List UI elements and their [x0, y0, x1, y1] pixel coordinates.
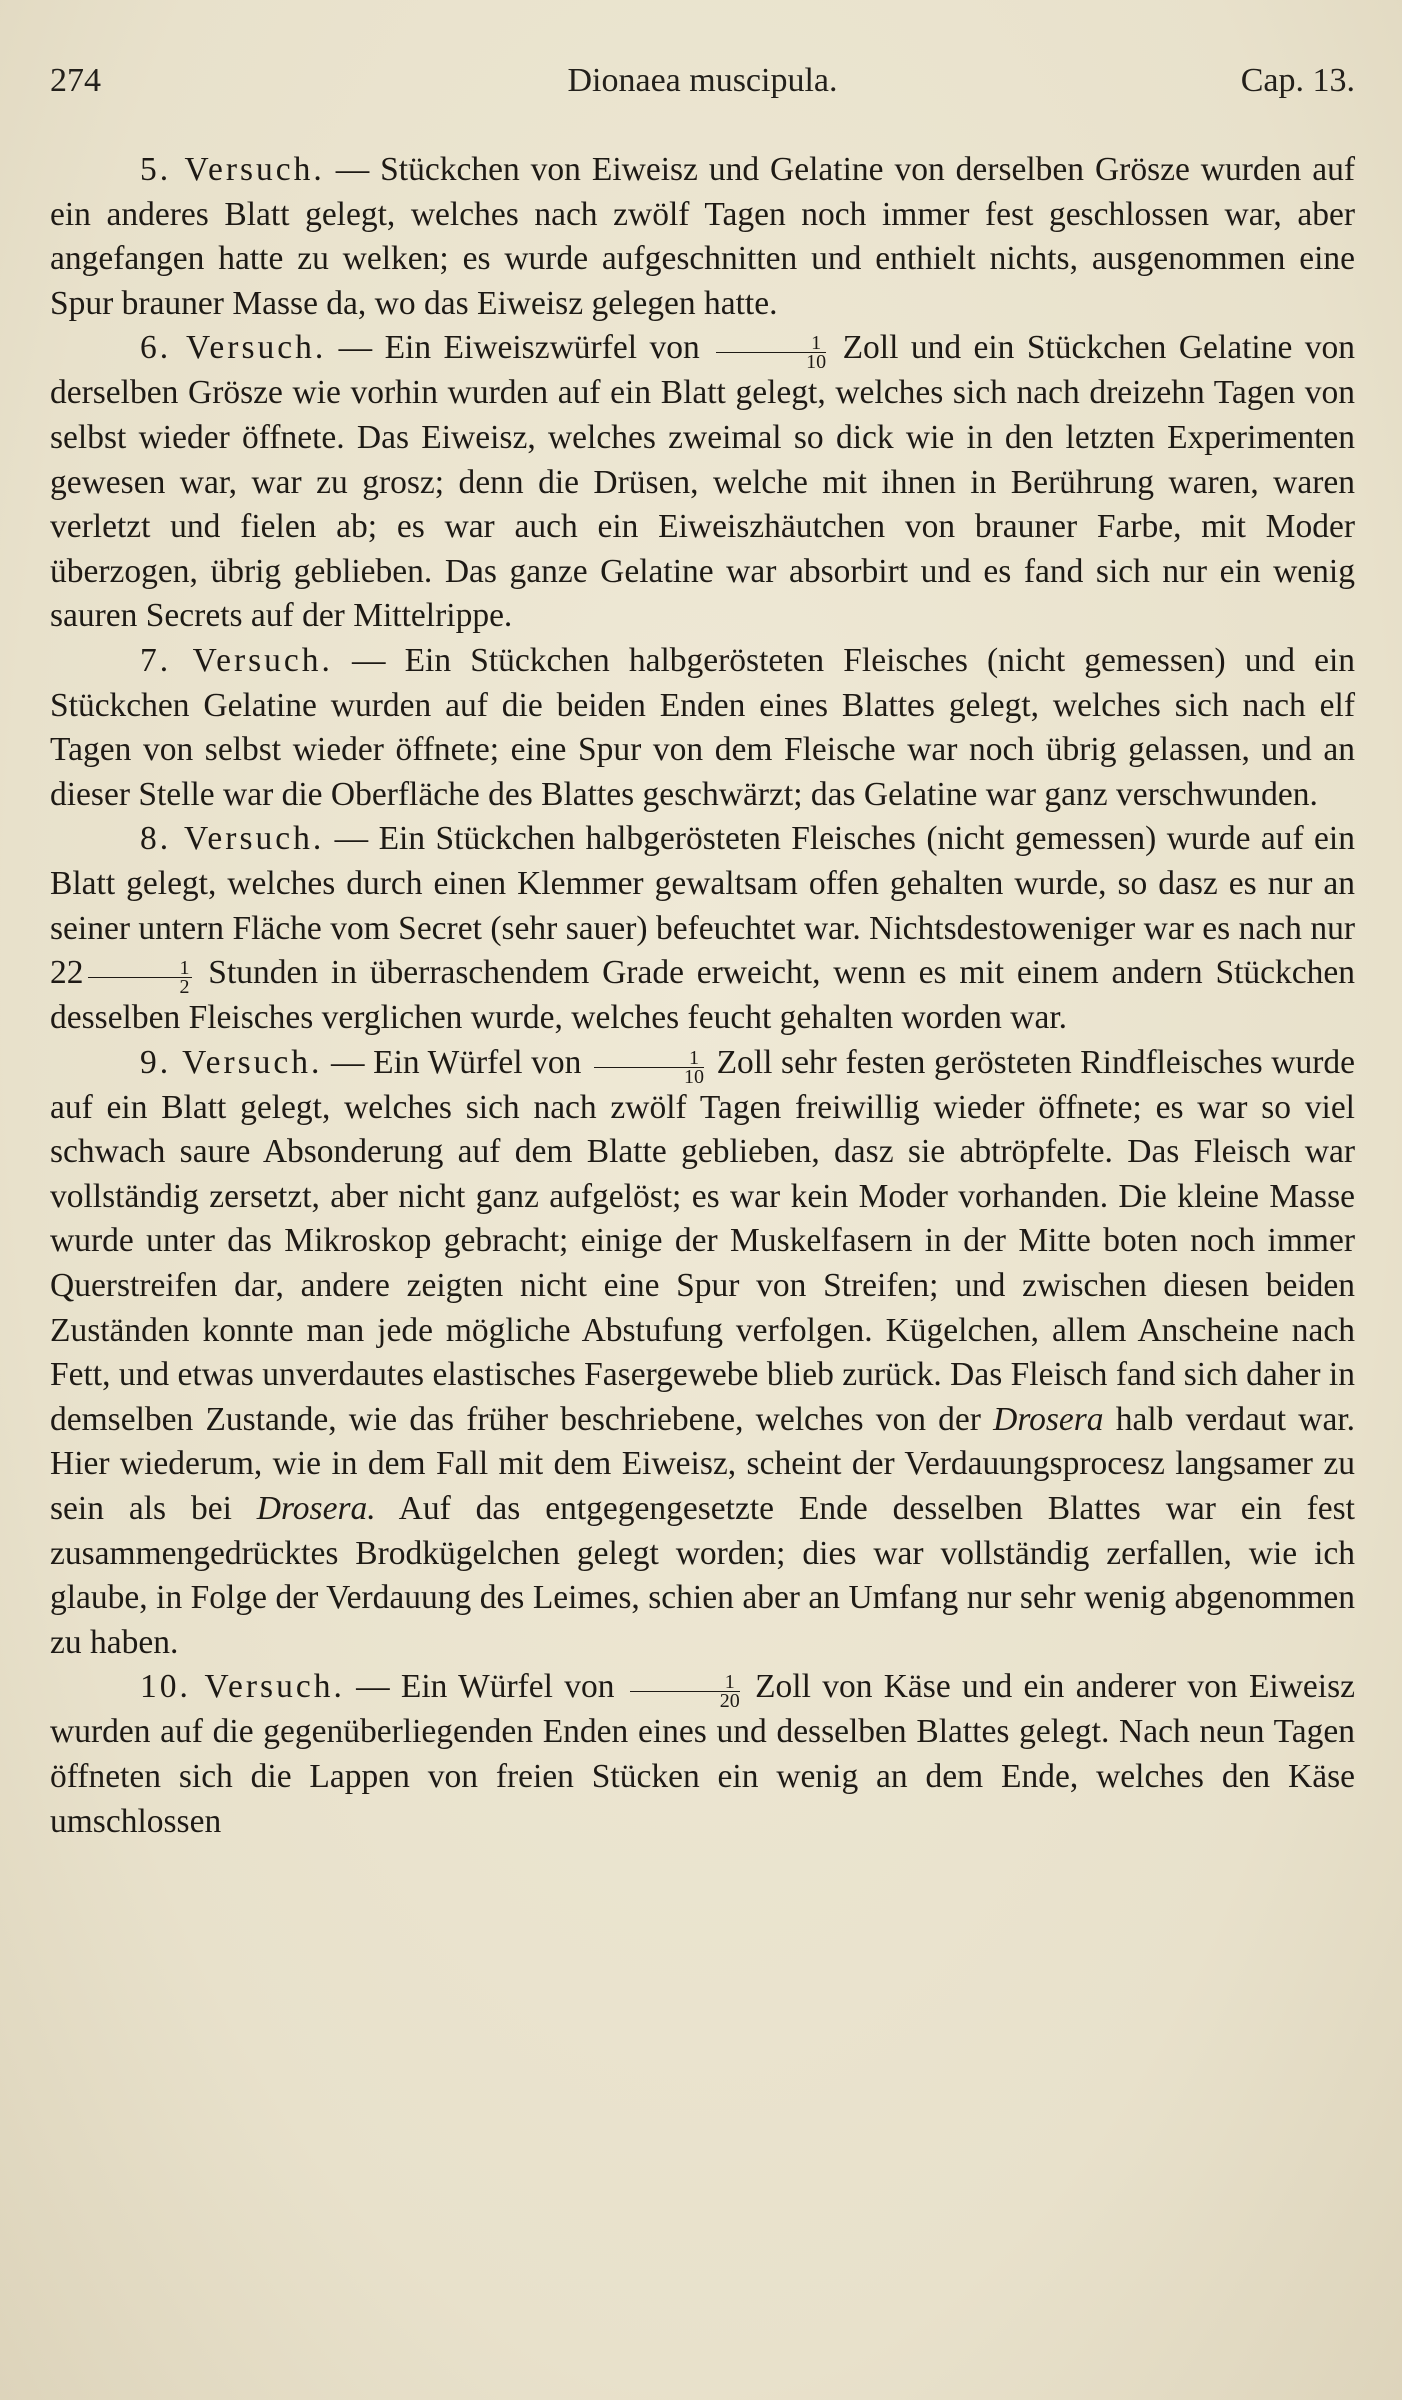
- body-text: [50, 148, 1355, 1844]
- experiment-label: 7. Versuch.: [140, 641, 333, 679]
- fraction-denominator: 2: [179, 976, 190, 999]
- chapter-label: Cap. 13.: [1240, 62, 1355, 99]
- experiment-label: 10. Versuch.: [140, 1668, 345, 1706]
- fraction-denominator: 20: [719, 1690, 740, 1713]
- page-number: 274: [50, 62, 101, 99]
- italic-genus-name: Drosera.: [256, 1490, 376, 1528]
- paragraph-text: — Ein Würfel von: [344, 1668, 626, 1706]
- experiment-label: 9. Versuch.: [140, 1043, 323, 1081]
- fraction: [630, 1671, 740, 1713]
- paragraph-versuch-10: [50, 1665, 1355, 1844]
- paragraph-text: — Ein Stückchen halbgerösteten Fleisches (nicht gemessen) wurde auf ein Blatt gelegt, welches durch einen Klemmer gewaltsam offen gehalten wurde, so dasz es nur an seiner untern Fläche vom Secret (sehr sauer) befeuchtet war. Nichtsdestoweniger war es nach nur: [50, 820, 1355, 947]
- fraction-numerator: 1: [630, 1673, 740, 1692]
- fraction: [594, 1046, 704, 1088]
- paragraph-text: Stunden in überraschendem Grade erweicht, wenn es mit einem andern Stückchen desselben Fleisches verglichen wurde, welches feucht gehalten worden war.: [50, 954, 1355, 1037]
- fraction-denominator: 10: [806, 351, 827, 374]
- paragraph-versuch-7: [50, 639, 1355, 817]
- fraction-denominator: 10: [683, 1065, 704, 1088]
- paragraph-text: Zoll von Käse und ein anderer von Eiweisz wurden auf die gegenüberliegenden Enden eines und desselben Blattes gelegt. Nach neun Tagen öffneten sich die Lappen von freien Stücken ein wenig an dem Ende, welches den Käse umschlossen: [50, 1668, 1355, 1840]
- mixed-number-whole: 22: [50, 954, 84, 992]
- paragraph-versuch-5: [50, 148, 1355, 326]
- experiment-label: 5. Versuch.: [140, 151, 325, 188]
- experiment-label: 6. Versuch.: [140, 329, 327, 367]
- paragraph-text: Zoll und ein Stückchen Gelatine von derselben Grösze wie vorhin wurden auf ein Blatt gelegt, welches sich nach dreizehn Tagen von selbst wieder öffnete. Das Eiweisz, welches zweimal so dick wie in den letzten Experimenten gewesen war, war zu grosz; denn die Drüsen, welche mit ihnen in Berührung waren, waren verletzt und fielen ab; es war auch ein Eiweiszhäutchen von brauner Farbe, mit Moder überzogen, übrig geblieben. Das ganze Gelatine war absorbirt und es fand sich nur ein wenig sauren Secrets auf der Mittelrippe.: [50, 329, 1355, 635]
- paragraph-text: Zoll sehr festen gerösteten Rindfleisches wurde auf ein Blatt gelegt, welches sich nach zwölf Tagen freiwillig wieder öffnete; es war so viel schwach saure Absonderung auf dem Blatte geblieben, dasz sie abtröpfelte. Das Fleisch war vollständig zersetzt, aber nicht ganz aufgelöst; es war kein Moder vorhanden. Die kleine Masse wurde unter das Mikroskop gebracht; einige der Muskelfasern in der Mitte boten noch immer Querstreifen dar, andere zeigten nicht eine Spur von Streifen; und zwischen diesen beiden Zuständen konnte man jede mögliche Abstufung verfolgen. Kügelchen, allem Anscheine nach Fett, und etwas unverdautes elastisches Fasergewebe blieb zurück. Das Fleisch fand sich daher in demselben Zustande, wie das früher beschriebene, welches von der: [50, 1043, 1355, 1438]
- italic-genus-name: Drosera: [993, 1400, 1104, 1438]
- fraction: [716, 332, 827, 374]
- experiment-label: 8. Versuch.: [140, 820, 325, 858]
- running-title: Dionaea muscipula.: [567, 62, 838, 99]
- running-header: [50, 62, 1355, 112]
- paragraph-text: halb verdaut war. Hier wiederum, wie in dem Fall mit dem Eiweisz, scheint der Verdauungsprocesz langsamer zu sein als bei: [50, 1400, 1355, 1528]
- paragraph-versuch-9: [50, 1041, 1355, 1666]
- fraction-numerator: 1: [88, 959, 192, 978]
- fraction: [88, 957, 192, 999]
- paragraph-versuch-8: [50, 817, 1355, 1040]
- paragraph-text: — Stückchen von Eiweisz und Gelatine von derselben Grösze wurden auf ein anderes Blatt gelegt, welches nach zwölf Tagen noch immer fest geschlossen war, aber angefangen hatte zu welken; es wurde aufgeschnitten und enthielt nichts, ausgenommen eine Spur brauner Masse da, wo das Eiweisz gelegen hatte.: [50, 151, 1355, 322]
- paragraph-text: Auf das entgegengesetzte Ende desselben Blattes war ein fest zusammengedrücktes Brodkügelchen gelegt worden; dies war vollständig zerfallen, wie ich glaube, in Folge der Verdauung des Leimes, schien aber an Umfang nur sehr wenig abgenommen zu haben.: [50, 1490, 1355, 1661]
- paragraph-versuch-6: [50, 326, 1355, 639]
- fraction-numerator: 1: [716, 334, 826, 353]
- paragraph-text: — Ein Würfel von: [322, 1043, 590, 1081]
- paragraph-text: — Ein Eiweiszwürfel von: [326, 329, 713, 367]
- paragraph-text: — Ein Stückchen halbgerösteten Fleisches (nicht gemessen) und ein Stückchen Gelatine wurden auf die beiden Enden eines Blattes gelegt, welches sich nach elf Tagen von selbst wieder öffnete; eine Spur von dem Fleische war noch übrig gelassen, und an dieser Stelle war die Oberfläche des Blattes geschwärzt; das Gelatine war ganz verschwunden.: [50, 641, 1355, 813]
- fraction-numerator: 1: [594, 1049, 704, 1068]
